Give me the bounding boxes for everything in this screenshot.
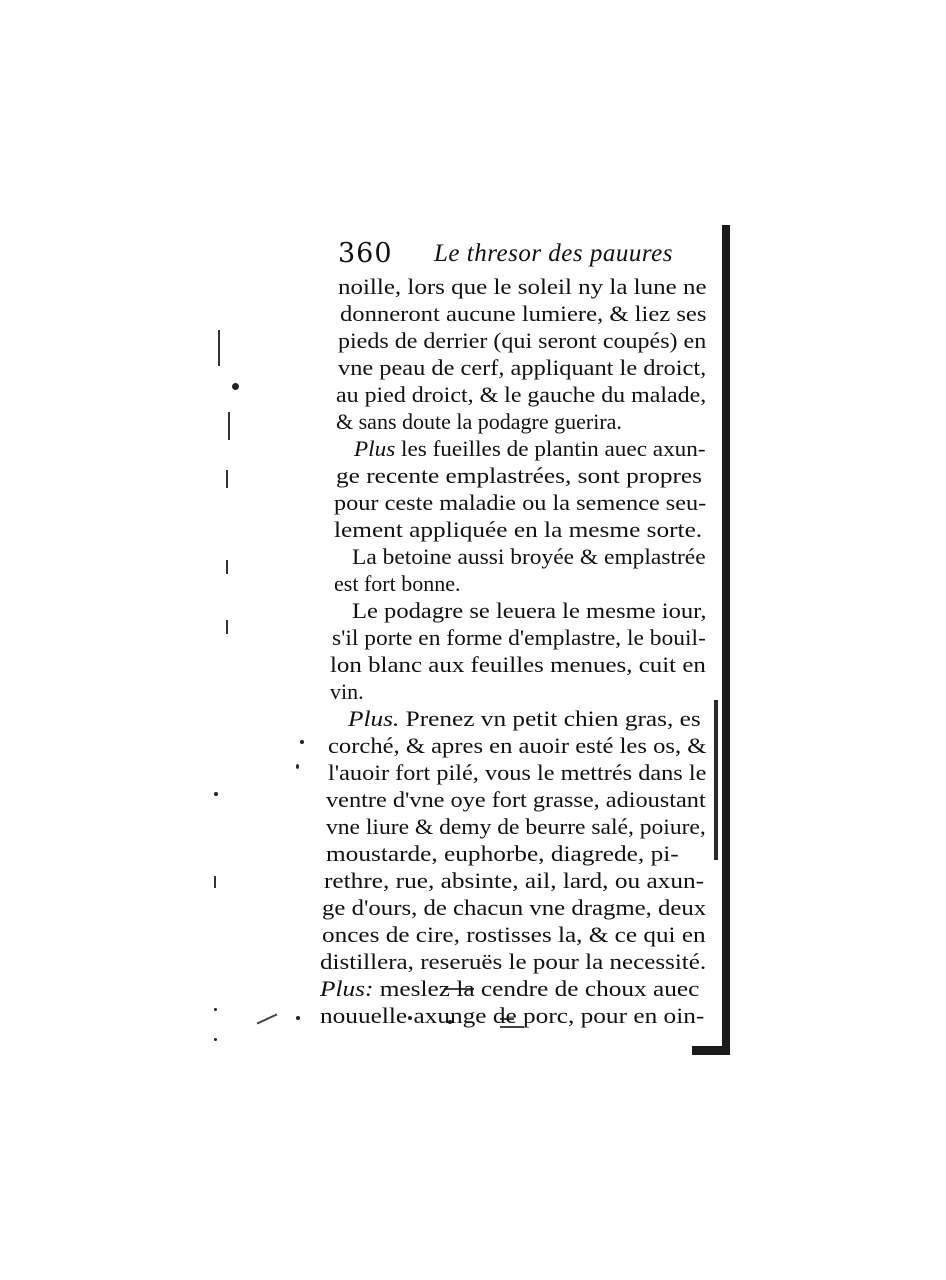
ink-speck <box>214 1008 217 1011</box>
text-line: onces de cire, rostisses la, & ce qui en <box>322 922 706 947</box>
text-line: lement appliquée en la mesme sorte. <box>334 517 703 542</box>
paragraph-line <box>320 976 699 1002</box>
text-line: Le podagre se leuera le mesme iour, <box>352 598 707 623</box>
ink-stroke <box>257 1013 278 1024</box>
margin-mark <box>226 620 228 634</box>
text-line: donneront aucune lumiere, & liez ses <box>340 301 707 326</box>
margin-mark <box>226 560 228 574</box>
plus-marker: Plus <box>354 436 396 461</box>
text-line: distillera, reseruës le pour la necessité. <box>320 949 707 974</box>
binding-shadow <box>714 700 718 860</box>
text-line: La betoine aussi broyée & emplastrée <box>352 544 706 569</box>
margin-mark <box>218 330 220 366</box>
ink-speck <box>300 740 304 744</box>
plus-marker: Plus. <box>348 706 400 731</box>
ink-speck <box>214 792 218 796</box>
margin-mark <box>214 876 216 888</box>
ink-speck <box>296 764 299 769</box>
text-line: corché, & apres en auoir esté les os, & <box>328 733 707 758</box>
margin-mark <box>226 470 228 488</box>
text-line: pieds de derrier (qui seront coupés) en <box>338 328 707 353</box>
text-line: ge d'ours, de chacun vne dragme, deux <box>322 895 707 920</box>
text-line: moustarde, euphorbe, diagrede, pi- <box>326 841 679 866</box>
text-line: est fort bonne. <box>334 571 461 596</box>
paragraph-line <box>348 706 701 732</box>
ink-speck <box>296 1016 300 1020</box>
text-line: s'il porte en forme d'emplastre, le bouil- <box>332 625 706 650</box>
text-line: pour ceste maladie ou la semence seu- <box>334 490 707 515</box>
text-run: Prenez vn petit chien gras, es <box>405 706 701 731</box>
text-run: meslez la cendre de choux auec <box>379 976 700 1001</box>
running-head: Le thresor des pauures <box>434 240 674 267</box>
text-line: vne peau de cerf, appliquant le droict, <box>338 355 707 380</box>
page-number: 360 <box>338 238 393 269</box>
text-line: rethre, rue, absinte, ail, lard, ou axun- <box>324 868 705 893</box>
margin-mark <box>228 412 230 440</box>
ink-speck <box>214 1038 217 1041</box>
paragraph-line <box>354 436 706 462</box>
text-line: ventre d'vne oye fort grasse, adioustant <box>326 787 706 812</box>
page-header <box>338 238 718 272</box>
plus-marker: Plus: <box>320 976 374 1001</box>
text-line: au pied droict, & le gauche du malade, <box>336 382 707 407</box>
text-line: noille, lors que le soleil ny la lune ne <box>338 274 707 299</box>
text-line: lon blanc aux feuilles menues, cuit en <box>330 652 706 677</box>
ink-speck <box>232 383 239 390</box>
binding-edge <box>722 225 730 1055</box>
text-line: & sans doute la podagre guerira. <box>336 409 622 434</box>
bottom-edge <box>692 1046 730 1055</box>
text-line: vne liure & demy de beurre salé, poiure, <box>326 814 706 839</box>
text-line: vin. <box>330 679 364 704</box>
text-run: les fueilles de plantin auec axun- <box>401 436 706 461</box>
text-line: l'auoir fort pilé, vous le mettrés dans le <box>328 760 707 785</box>
text-line: nouuelle axunge de porc, pour en oin- <box>320 1003 705 1028</box>
text-line: ge recente emplastrées, sont propres <box>336 463 703 488</box>
